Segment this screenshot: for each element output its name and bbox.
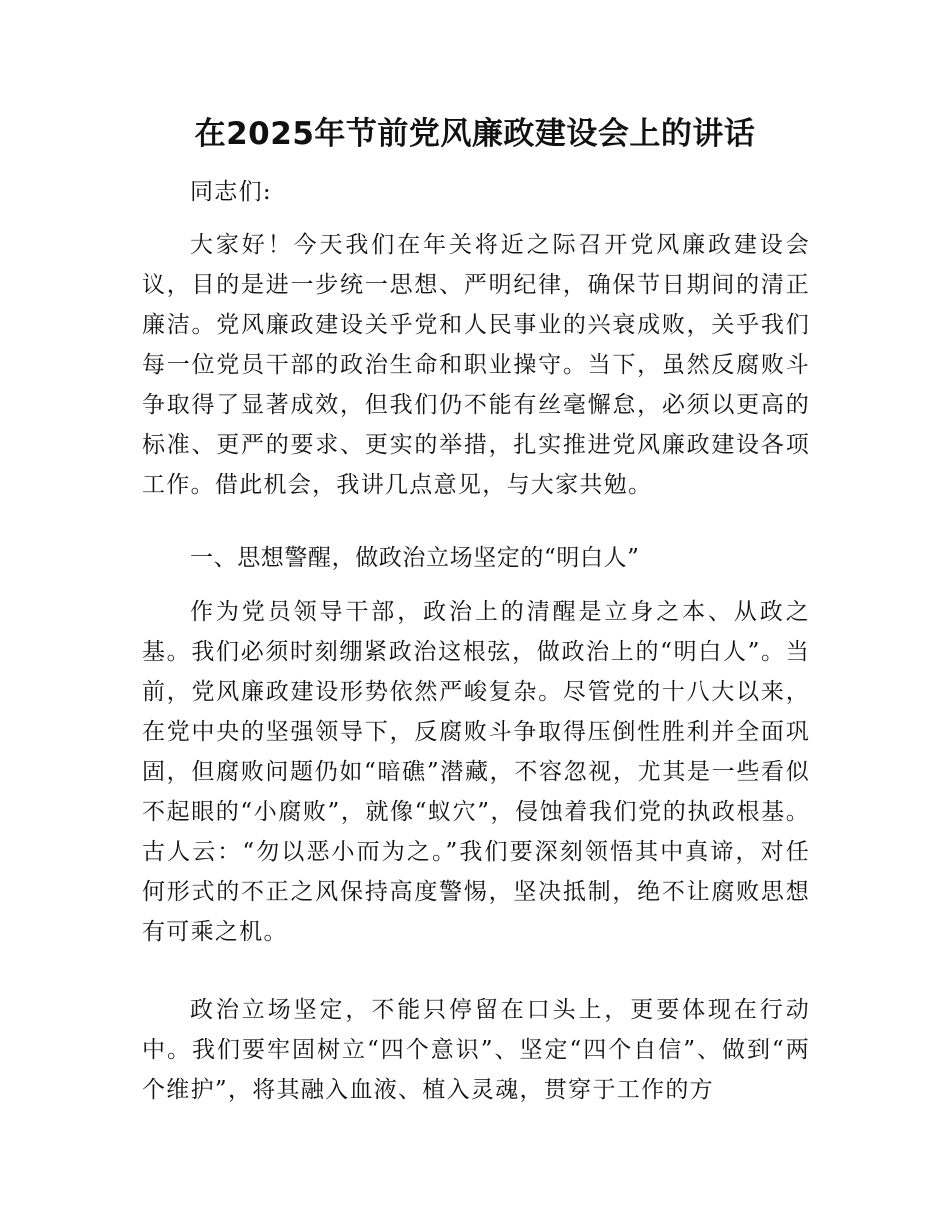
paragraph-opening: 大家好！今天我们在年关将近之际召开党风廉政建设会议，目的是进一步统一思想、严明纪律，确保节日期间的清正廉洁。党风廉政建设关乎党和人民事业的兴衰成败，关乎我们每一位党员干部的政治生命和职业操守。当下，虽然反腐败斗争取得了显著成效，但我们仍不能有丝毫懈怠，必须以更高的标准、更严的要求、更实的举措，扎实推进党风廉政建设各项工作。借此机会，我讲几点意见，与大家共勉。 — [142, 232, 810, 498]
paragraph-political-stance: 政治立场坚定，不能只停留在口头上，更要体现在行动中。我们要牢固树立“四个意识”、坚定“四个自信”、做到“两个维护”，将其融入血液、植入灵魂，贯穿于工作的方 — [142, 997, 810, 1103]
section-heading: 一、思想警醒，做政治立场坚定的“明白人” — [190, 545, 640, 571]
salutation: 同志们: — [190, 179, 272, 205]
document-title: 在2025年节前党风廉政建设会上的讲话 — [194, 116, 756, 152]
paragraph-political-awareness: 作为党员领导干部，政治上的清醒是立身之本、从政之基。我们必须时刻绷紧政治这根弦，做政治上的“明白人”。当前，党风廉政建设形势依然严峻复杂。尽管党的十八大以来，在党中央的坚强领导下，反腐败斗争取得压倒性胜利并全面巩固，但腐败问题仍如“暗礁”潜藏，不容忽视，尤其是一些看似不起眼的“小腐败”，就像“蚁穴”，侵蚀着我们党的执政根基。古人云：“勿以恶小而为之。”我们要深刻领悟其中真谛，对任何形式的不正之风保持高度警惕，坚决抵制，绝不让腐败思想有可乘之机。 — [142, 599, 810, 945]
